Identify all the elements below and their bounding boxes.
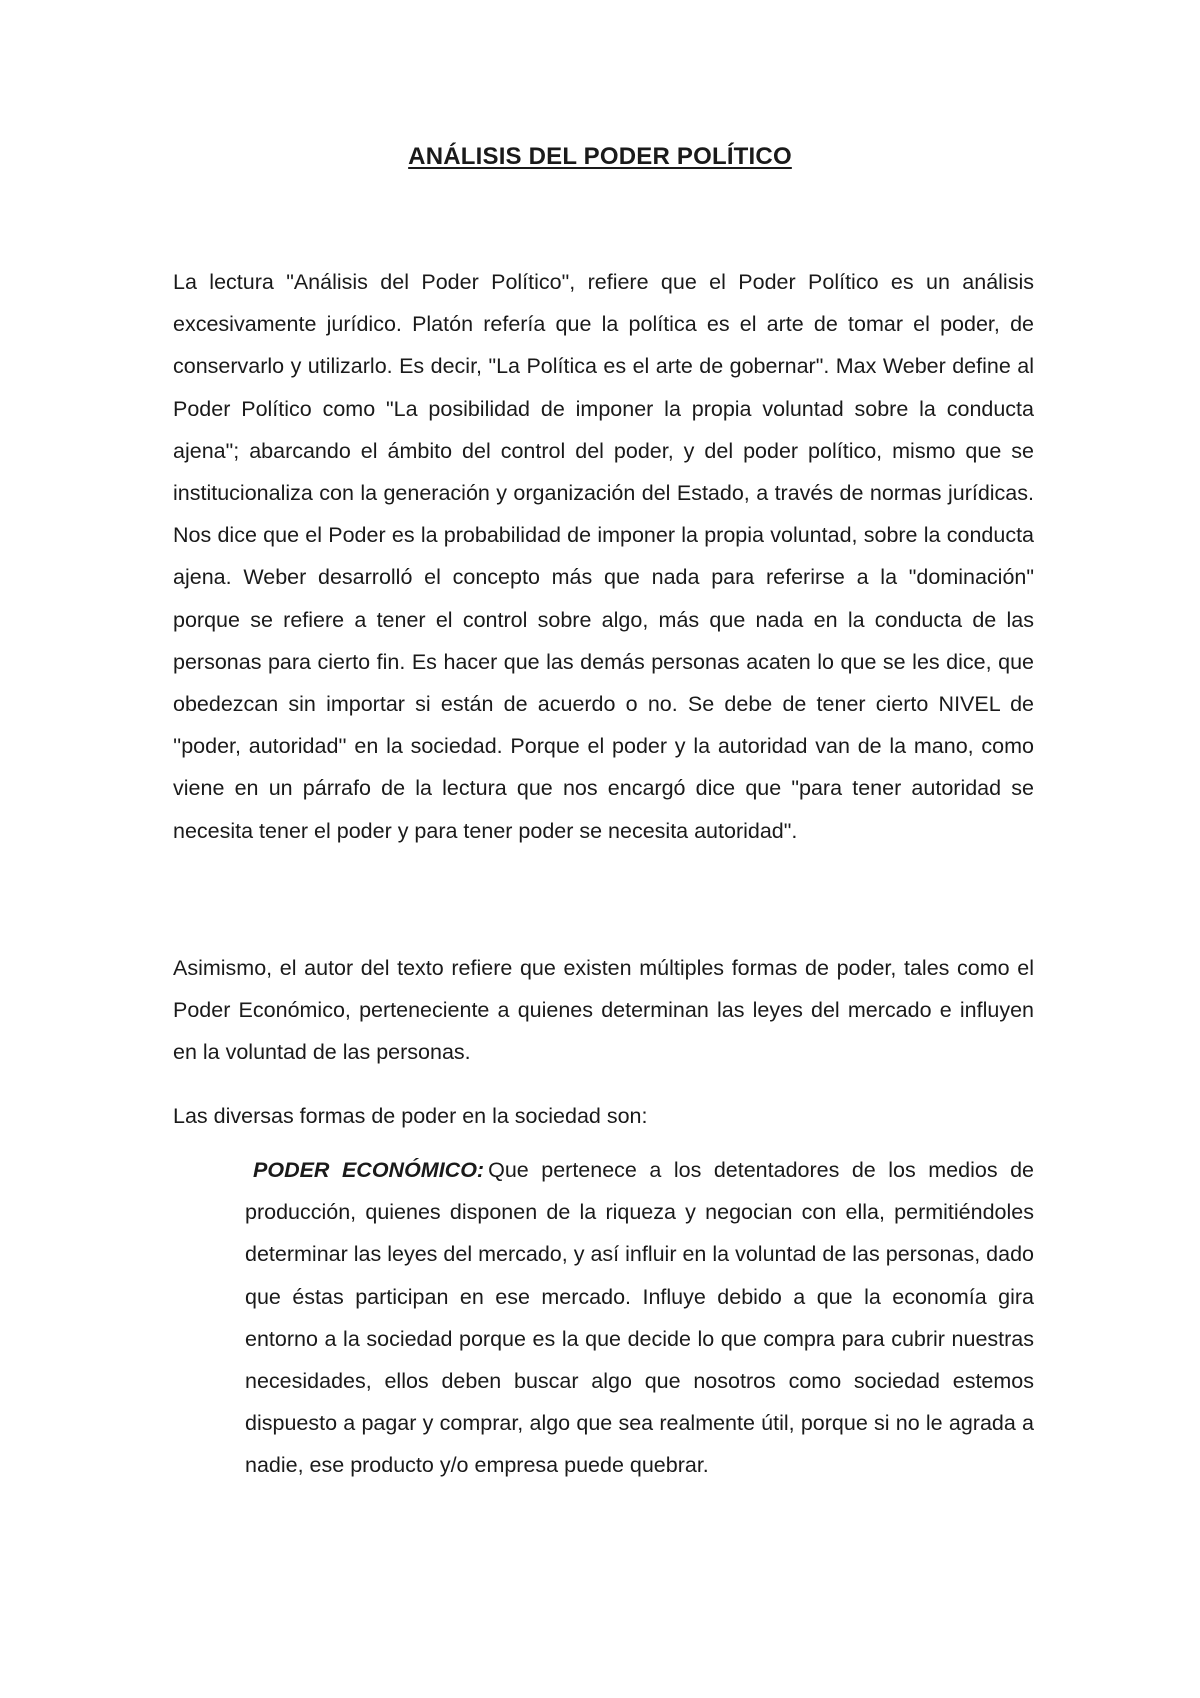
- paragraph-forms-of-power: Asimismo, el autor del texto refiere que existen múltiples formas de poder, tales como el Poder Económico, perteneciente a quienes determinan las leyes del mercado e influyen en la voluntad de las personas.: [173, 956, 1034, 1065]
- list-item-poder-economico: [245, 1149, 1034, 1487]
- list-item-term: PODER ECONÓMICO:: [253, 1158, 485, 1182]
- document-title: ANÁLISIS DEL PODER POLÍTICO: [408, 143, 792, 170]
- paragraph-list-intro: Las diversas formas de poder en la sociedad son:: [173, 1104, 648, 1128]
- paragraph-intro: La lectura "Análisis del Poder Político", refiere que el Poder Político es un análisis excesivamente jurídico. Platón refería que la política es el arte de tomar el poder, de conservarlo y utilizarlo. Es decir, "La Política es el arte de gobernar". Max Weber define al Poder Político como "La posibilidad de imponer la propia voluntad sobre la conducta ajena"; abarcando el ámbito del control del poder, y del poder político, mismo que se institucionaliza con la generación y organización del Estado, a través de normas jurídicas. Nos dice que el Poder es la probabilidad de imponer la propia voluntad, sobre la conducta ajena. Weber desarrolló el concepto más que nada para referirse a la "dominación" porque se refiere a tener el control sobre algo, más que nada en la conducta de las personas para cierto fin. Es hacer que las demás personas acaten lo que se les dice, que obedezcan sin importar si están de acuerdo o no. Se debe de tener cierto NIVEL de ''poder, autoridad'' en la sociedad. Porque el poder y la autoridad van de la mano, como viene en un párrafo de la lectura que nos encargó dice que "para tener autoridad se necesita tener el poder y para tener poder se necesita autoridad".: [173, 270, 1034, 843]
- list-item-text: Que pertenece a los detentadores de los medios de producción, quienes disponen de la riqueza y negocian con ella, permitiéndoles determinar las leyes del mercado, y así influir en la voluntad de las personas, dado que éstas participan en ese mercado. Influye debido a que la economía gira entorno a la sociedad porque es la que decide lo que compra para cubrir nuestras necesidades, ellos deben buscar algo que nosotros como sociedad estemos dispuesto a pagar y comprar, algo que sea realmente útil, porque si no le agrada a nadie, ese producto y/o empresa puede quebrar.: [245, 1158, 1034, 1478]
